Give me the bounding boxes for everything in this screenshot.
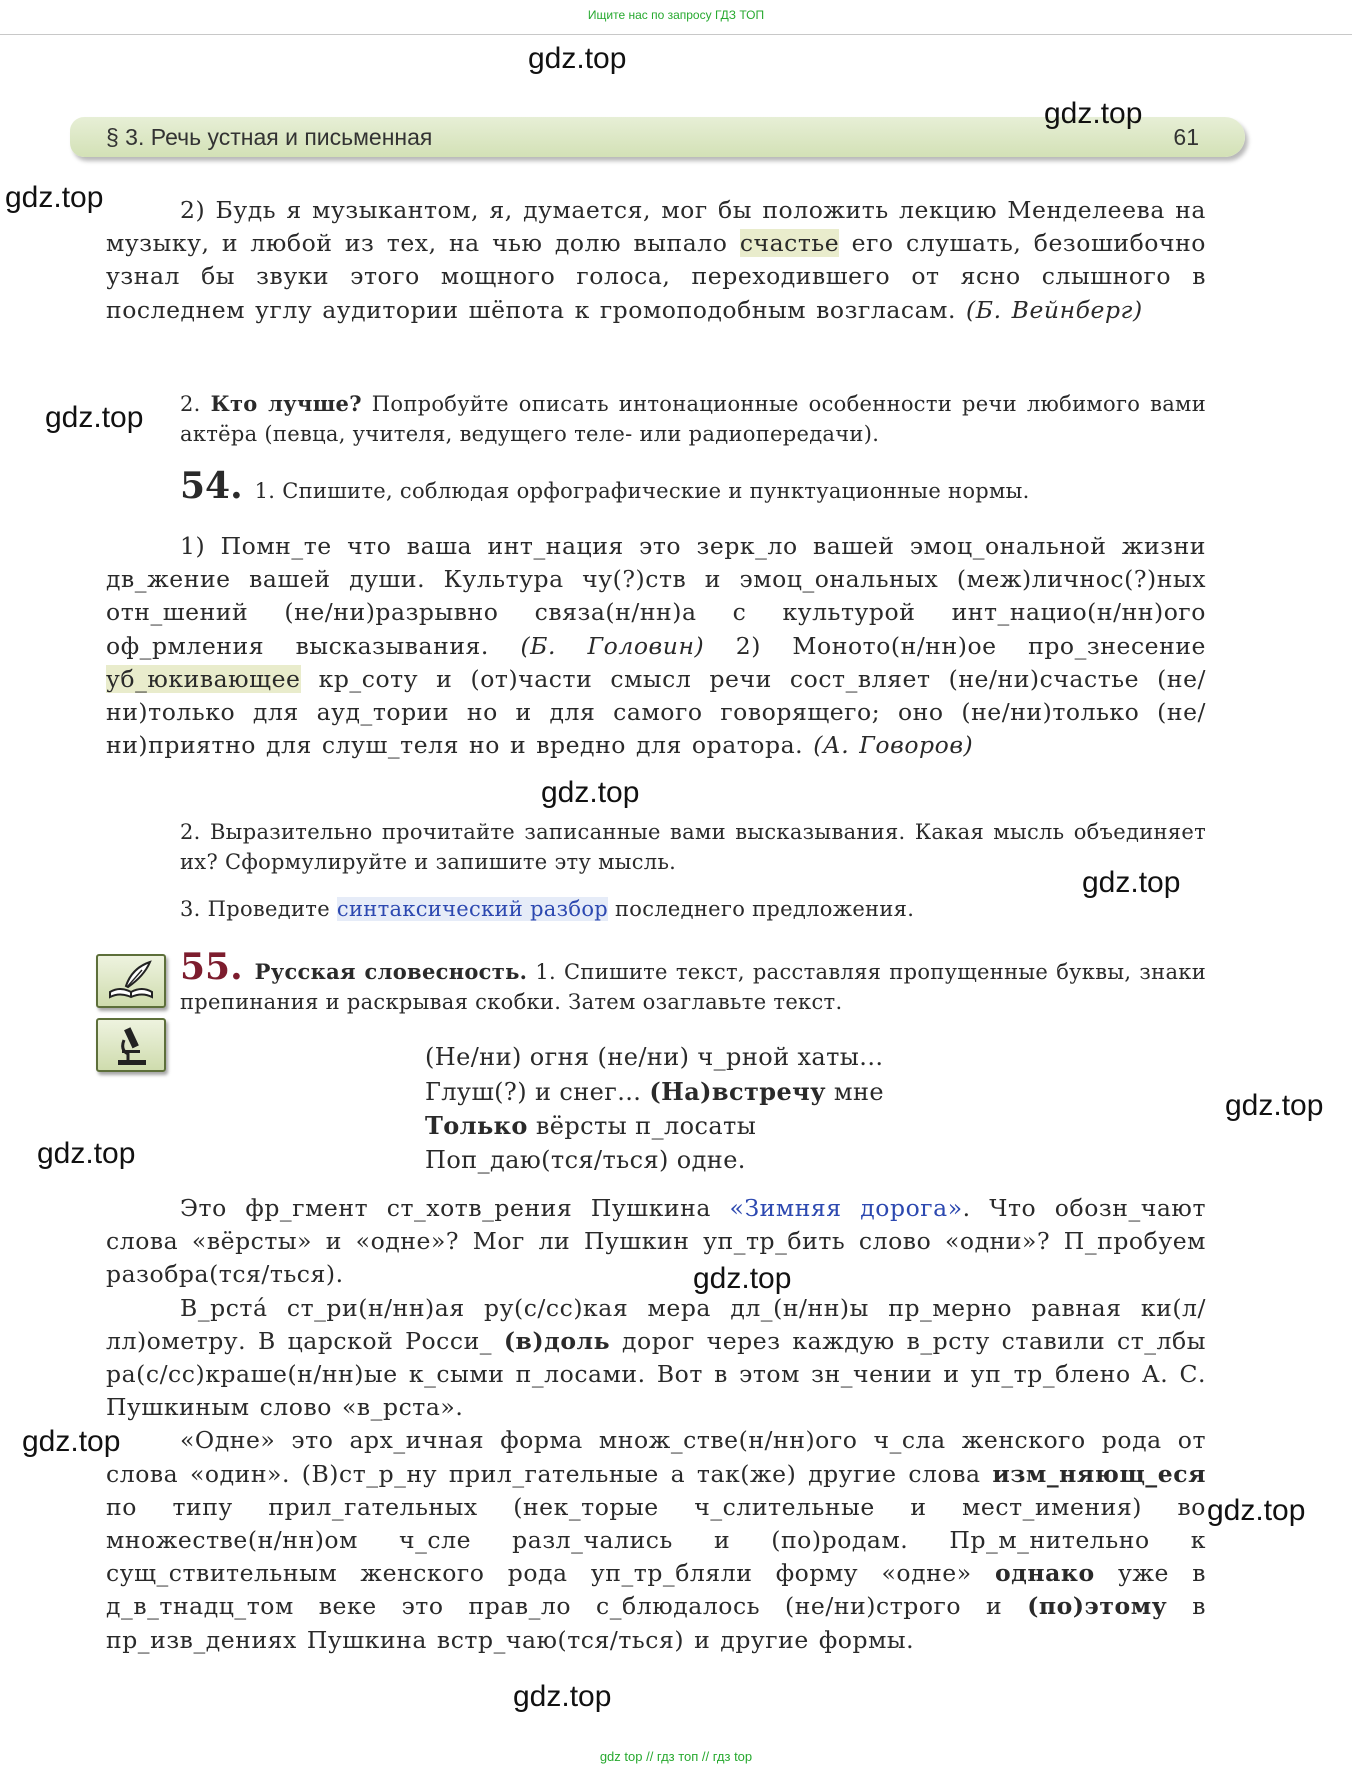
syntax-analysis-link[interactable]: синтаксический разбор (336, 897, 609, 921)
ex55-paragraph-1 (106, 1192, 1206, 1292)
watermark: gdz.top (1044, 97, 1143, 130)
exercise-54-text (106, 530, 1206, 762)
exercise-54-heading (180, 466, 1206, 511)
watermark: gdz.top (1082, 866, 1181, 899)
book-quill-icon (98, 956, 164, 1006)
exercise-54-instruction: 1. Спишите, соблюдая орфографические и пунктуационные нормы. (254, 479, 1030, 503)
poem-line-1: (Не/ни) огня (не/ни) ч_рной хаты... (425, 1043, 884, 1071)
ex55-paragraph-3 (106, 1424, 1206, 1656)
ex54-text-c: кр_соту и (от)части смысл речи сост_вляет (не/ни)счастье (не/ни)только для ауд_тории но и для самого говорящего; оно (не/ни)только (не/ни)приятно для слуш_теля но и вредно для оратора. (106, 664, 1206, 760)
page-number: 61 (1173, 124, 1199, 150)
top-banner-text[interactable]: Ищите нас по запросу ГДЗ ТОП (587, 8, 765, 22)
ex55-p3-g: в пр_изв_дениях Пушкина встр_чаю(тся/ться) и другие формы. (106, 1592, 1206, 1654)
ex54-author-golovin: (Б. Головин) (520, 631, 705, 660)
watermark: gdz.top (541, 776, 640, 809)
highlight-word-ubyukivayushchee: уб_юкивающее (106, 664, 301, 693)
poem-line-3-b: вёрсты п_лосаты (527, 1112, 757, 1140)
ex55-p1-b: . Что обозн_чают слова «вёрсты» и «одне»? Мог ли Пушкин уп_тр_бить слово «одни»? П_пробуем разобра(тся/ться). (106, 1194, 1206, 1289)
exercise-55-number: 55. (180, 946, 243, 988)
ex55-paragraph-2 (106, 1292, 1206, 1425)
ex55-p2-a: В_рстá ст_ри(н/нн)ая ру(с/сс)кая мера дл_(н/нн)ы пр_мерно равная ки(л/лл)ометру. В царской Росси_ (106, 1293, 1206, 1355)
ex54-text-b: 2) Моното(н/нн)ое про_знесение (704, 631, 1207, 660)
winter-road-link[interactable]: «Зимняя дорога» (729, 1194, 963, 1222)
ex55-p3-a: «Одне» это арх_ичная форма множ_стве(н/нн)ого ч_сла женского рода от слова «один». (В)ст_р_ну прил_гательные а так(же) другие слова (106, 1426, 1206, 1488)
watermark: gdz.top (45, 401, 144, 434)
exercise-54-task-3 (180, 894, 1206, 924)
task-who-better (180, 389, 1206, 449)
watermark: gdz.top (5, 181, 104, 214)
task-who-better-text: Попробуйте описать интонационные особенности речи любимого вами актёра (певца, учителя, ведущего теле- или радиопередачи). (180, 392, 1206, 446)
ex54-task-3-post: последнего предложения. (608, 897, 915, 921)
exercise-55-instruction: 1. Спишите текст, расставляя пропущенные буквы, знаки препинания и раскрывая скобки. Затем озаглавьте текст. (180, 960, 1207, 1014)
poem-line-4: Поп_даю(тся/ться) одне. (425, 1145, 746, 1174)
ex55-p1-a: Это фр_гмент ст_хотв_рения Пушкина (180, 1194, 730, 1222)
watermark: gdz.top (528, 42, 627, 75)
watermark: gdz.top (1207, 1494, 1306, 1527)
quote-2-author: (Б. Вейнберг) (966, 295, 1143, 324)
watermark: gdz.top (1225, 1089, 1324, 1122)
ex55-p3-e: уже в д_в_тнадц_том веке это прав_ло с_блюдалось (не/ни)строго и (106, 1559, 1206, 1621)
ex55-p3-c: по типу прил_гательных (нек_торые ч_слительные и мест_имения) во множестве(н/нн)ом ч_сле разл_чались и (по)родам. Пр_м_нительно к сущ_ствительным женского рода уп_тр_бляли форму «одне» (106, 1492, 1206, 1588)
ex54-task-3-pre: 3. Проведите (180, 897, 337, 921)
poem-line-3-bold: Только (425, 1111, 528, 1140)
watermark: gdz.top (22, 1425, 121, 1458)
ex55-p3-bold-1: изм_няющ_еся (992, 1459, 1206, 1488)
quote-2-text-b: его слушать, безошибочно узнал бы звуки этого мощного голоса, переходившего от ясно слышного в последнем углу аудитории шёпота к громоподобным возгласам. (106, 229, 1207, 324)
watermark: gdz.top (37, 1137, 136, 1170)
ex55-p2-c: дорог через каждую в_рсту ставили ст_лбы ра(с/сс)краше(н/нн)ые к_сыми п_лосами. Вот в этом зн_чении и уп_тр_блено А. С. Пушкиным слово «в_рста». (106, 1326, 1206, 1422)
ex55-p2-bold: (в)доль (503, 1326, 611, 1355)
exercise-55-text (106, 1192, 1206, 1657)
quote-2-paragraph (106, 194, 1206, 327)
task-who-better-num: 2. (180, 392, 211, 416)
top-banner (0, 0, 1352, 35)
poem-block (425, 1041, 1125, 1177)
ex54-author-govorov: (А. Говоров) (813, 731, 974, 760)
poem-line-2 (425, 1075, 1125, 1110)
task-who-better-title: Кто лучше? (210, 391, 362, 416)
footer-links[interactable]: gdz top // гдз топ // гдз top (599, 1749, 753, 1764)
exercise-55-title: Русская словесность. (254, 959, 528, 984)
literature-book-icon (96, 954, 166, 1008)
ex54-task-2-text: 2. Выразительно прочитайте записанные вами высказывания. Какая мысль объединяет их? Сформулируйте и запишите эту мысль. (180, 820, 1206, 874)
poem-line-2-a: Глуш(?) и снег... (425, 1077, 650, 1106)
section-title: § 3. Речь устная и письменная (106, 124, 433, 150)
poem-line-3 (425, 1109, 1125, 1144)
watermark: gdz.top (513, 1680, 612, 1713)
exercise-54-task-2 (180, 817, 1206, 877)
poem-line-2-bold: (На)встречу (649, 1076, 826, 1106)
exercise-55-heading (180, 946, 1207, 1017)
quote-2-text-a: 2) Будь я музыкантом, я, думается, мог бы положить лекцию Менделеева на музыку, и любой из тех, на чью долю выпало (106, 196, 1206, 258)
watermark: gdz.top (693, 1262, 792, 1295)
ex55-p3-bold-3: (по)этому (1027, 1592, 1168, 1621)
microscope-icon (98, 1020, 164, 1070)
poem-line-2-c: мне (825, 1077, 884, 1106)
exercise-54-number: 54. (180, 465, 243, 507)
microscope-icon-box (96, 1018, 166, 1072)
ex55-p3-bold-2: однако (994, 1559, 1095, 1588)
ex54-text-a: 1) Помн_те что ваша инт_нация это зерк_ло вашей эмоц_ональной жизни дв_жение вашей души. Культура чу(?)ств и эмоц_ональных (меж)личнос(?)ных отн_шений (не/ни)разрывно связа(н/нн)а с культурой инт_нацио(н/нн)ого оф_рмления высказывания. (106, 532, 1206, 660)
highlight-word-schaste: счастье (739, 229, 840, 258)
